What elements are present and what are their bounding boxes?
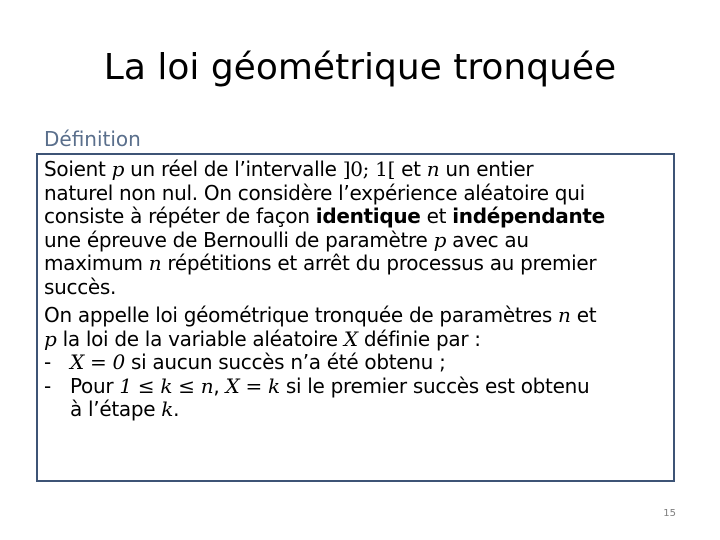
math-n: n: [426, 157, 440, 181]
text-run: .: [173, 397, 180, 421]
math-p: p: [111, 157, 125, 181]
definition-body: [44, 158, 670, 422]
math-n: n: [558, 303, 571, 327]
text-run: répétitions et arrêt du processus au premier: [161, 251, 597, 275]
text-run: la loi de la variable aléatoire: [56, 326, 344, 351]
definition-heading: Définition: [44, 127, 141, 151]
definition-line-8: [44, 328, 670, 352]
bold-identique: identique: [315, 204, 421, 228]
bullet-item-2: [44, 375, 670, 399]
text-run: et: [420, 204, 453, 228]
math-n: n: [148, 251, 162, 275]
text-run: à l’étape: [70, 397, 162, 421]
text-run: consiste à répéter de façon: [44, 204, 316, 228]
text-run: un réel de l’intervalle: [124, 157, 343, 181]
bullet-item-1: [44, 351, 670, 375]
slide-title: La loi géométrique tronquée: [103, 47, 617, 88]
text-run: une épreuve de Bernoulli de paramètre: [44, 227, 434, 252]
math-X: X: [343, 326, 358, 351]
text-run: maximum: [44, 251, 149, 275]
math-x-equals-k: X = k: [225, 373, 280, 398]
definition-line-2: naturel non nul. On considère l’expérience aléatoire qui: [44, 180, 585, 205]
math-k-range: 1 ≤ k ≤ n: [119, 373, 214, 398]
definition-line-4: [44, 229, 670, 253]
text-run: ,: [213, 373, 226, 398]
definition-line-5: [44, 252, 670, 276]
definition-line-7: [44, 304, 670, 328]
math-interval: ]0; 1[: [342, 157, 396, 181]
bold-independante: indépendante: [452, 204, 605, 228]
text-run: si le premier succès est obtenu: [279, 373, 590, 398]
definition-line-6: succès.: [44, 274, 117, 299]
text-run: et: [570, 303, 597, 327]
math-k: k: [161, 397, 174, 421]
text-run: si aucun succès n’a été obtenu ;: [124, 350, 446, 374]
page-number: 15: [663, 508, 676, 519]
text-run: Soient: [44, 157, 112, 181]
definition-line-3: [44, 205, 670, 229]
text-run: On appelle loi géométrique tronquée de paramètres: [44, 303, 559, 327]
bullet-item-2-continuation: [44, 398, 670, 422]
math-x-equals-0: X = 0: [70, 350, 125, 374]
text-run: définie par :: [357, 326, 481, 351]
math-p: p: [433, 227, 447, 252]
text-run: avec au: [446, 227, 529, 252]
dash-bullet: -: [44, 373, 51, 398]
definition-line-1: [44, 158, 670, 182]
dash-bullet: -: [44, 350, 51, 374]
text-run: un entier: [439, 157, 534, 181]
text-run: Pour: [70, 373, 120, 398]
math-p: p: [44, 326, 57, 351]
text-run: et: [395, 157, 427, 181]
